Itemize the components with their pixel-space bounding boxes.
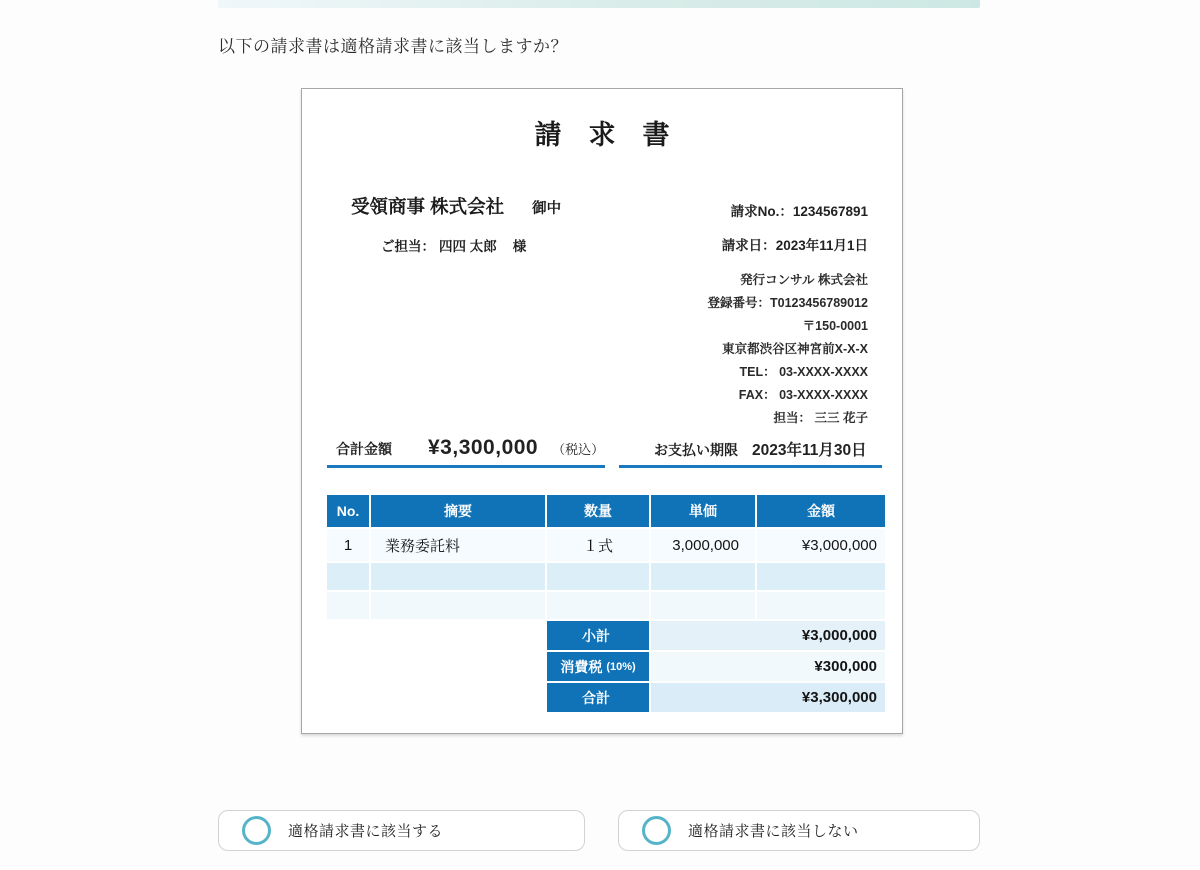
table-row-cell: ¥3,000,000 (757, 529, 885, 561)
contact-honorific: 様 (512, 239, 527, 254)
invoice-number-value: 1234567891 (792, 204, 868, 219)
due-date-label: お支払い期限 (654, 442, 738, 458)
recipient-company: 受領商事 株式会社 (351, 196, 505, 217)
recipient-honorific: 御中 (532, 201, 562, 217)
invoice-number-label: 請求No.： (730, 204, 793, 219)
due-date-line (654, 438, 867, 460)
total-amount-line (336, 436, 604, 460)
table-row-cell (371, 563, 545, 590)
issuer-company: 発行コンサル 株式会社 (740, 273, 868, 287)
issuer-registration-number: 登録番号：T0123456789012 (707, 296, 868, 310)
table-row-cell (547, 592, 649, 619)
table-row-cell (757, 563, 885, 590)
due-date-value: 2023年11月30日 (752, 442, 867, 459)
column-header-no: No. (327, 495, 369, 527)
column-header-quantity: 数量 (547, 495, 649, 527)
table-row-cell (651, 563, 755, 590)
tax-included-note: （税込） (552, 442, 605, 457)
grand-total-label: 合計 (547, 683, 649, 712)
answer-label: 適格請求書に該当する (288, 823, 444, 840)
summary-spacer (327, 683, 545, 712)
answer-label: 適格請求書に該当しない (688, 823, 859, 840)
issuer-fax: FAX： 03-XXXX-XXXX (738, 388, 868, 402)
table-row-cell (327, 592, 369, 619)
column-header-amount: 金額 (757, 495, 885, 527)
progress-bar (218, 0, 980, 8)
summary-spacer (327, 652, 545, 681)
invoice-date-line (722, 234, 868, 254)
column-header-description: 摘要 (371, 495, 545, 527)
contact-name: 四四 太郎 (439, 239, 497, 254)
total-amount-value: ¥3,300,000 (428, 436, 539, 459)
table-row-cell: 1 (327, 529, 369, 561)
question-text: 以下の請求書は適格請求書に該当しますか？ (218, 37, 568, 56)
subtotal-label: 小計 (547, 621, 649, 650)
table-row-cell (651, 592, 755, 619)
total-amount-label: 合計金額 (336, 441, 392, 457)
total-amount-underline (327, 465, 605, 468)
table-row-cell (327, 563, 369, 590)
summary-spacer (327, 621, 545, 650)
table-row-cell: １式 (547, 529, 649, 561)
invoice-items-table (327, 495, 883, 712)
recipient-contact-line (381, 235, 530, 255)
grand-total-value: ¥3,300,000 (651, 683, 885, 712)
due-date-underline (619, 465, 882, 468)
recipient-line (351, 193, 561, 219)
issuer-address: 東京都渋谷区神宮前X-X-X (722, 342, 868, 356)
subtotal-value: ¥3,000,000 (651, 621, 885, 650)
table-row-cell (757, 592, 885, 619)
column-header-unit-price: 単価 (651, 495, 755, 527)
invoice-date-label: 請求日： (721, 238, 776, 253)
contact-label: ご担当： (381, 239, 435, 254)
table-row-cell (371, 592, 545, 619)
invoice-date-value: 2023年11月1日 (775, 238, 868, 253)
answer-button-not-qualified[interactable] (618, 810, 980, 851)
radio-circle-icon (642, 816, 671, 845)
radio-circle-icon (242, 816, 271, 845)
tax-label: 消費税 (10%) (547, 652, 649, 681)
table-row-cell (547, 563, 649, 590)
table-row-cell: 業務委託料 (371, 529, 545, 561)
issuer-person: 担当： 三三 花子 (773, 411, 868, 425)
issuer-postal-code: 〒150-0001 (802, 319, 868, 333)
table-row-cell: 3,000,000 (651, 529, 755, 561)
issuer-tel: TEL： 03-XXXX-XXXX (739, 365, 868, 379)
invoice-number-line (731, 200, 868, 220)
issuer-block (707, 269, 868, 430)
tax-value: ¥300,000 (651, 652, 885, 681)
answer-button-qualified[interactable] (218, 810, 585, 851)
invoice-title: 請 求 書 (534, 120, 670, 150)
invoice-card (301, 88, 903, 734)
